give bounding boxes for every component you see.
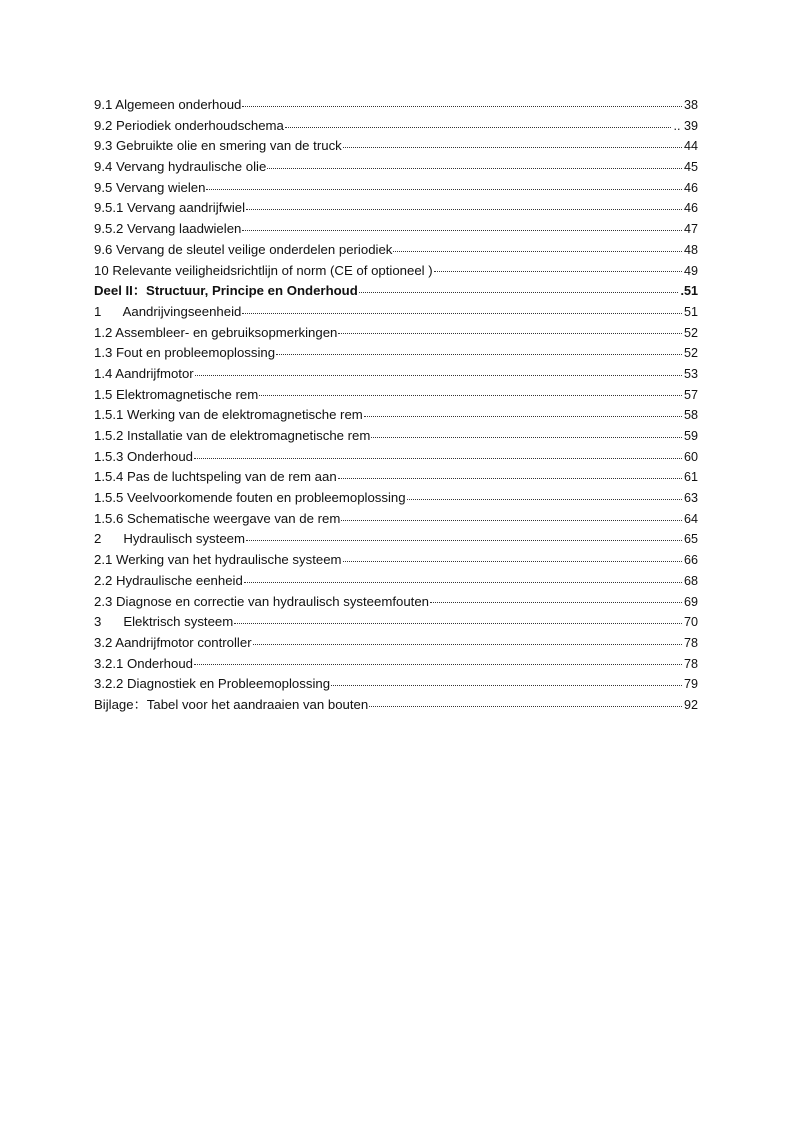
toc-entry-title: 1.5.1 Werking van de elektromagnetische rem xyxy=(94,407,363,423)
toc-entry[interactable] xyxy=(94,695,698,716)
toc-entry-title: 2.2 Hydraulische eenheid xyxy=(94,572,243,588)
dot-leader xyxy=(343,147,682,148)
toc-entry[interactable] xyxy=(94,550,698,571)
toc-entry-title: 1.2 Assembleer- en gebruiksopmerkingen xyxy=(94,324,338,340)
toc-entry-page: 78 xyxy=(683,635,698,650)
toc-entry-title: 3.2.2 Diagnostiek en Probleemoplossing xyxy=(94,676,331,692)
toc-entry-title: 9.1 Algemeen onderhoud xyxy=(94,97,242,112)
toc-entry-page: 69 xyxy=(683,594,698,609)
toc-entry-title: Bijlage：Tabel voor het aandraaien van bouten xyxy=(94,696,369,712)
toc-entry-title: 9.5.1 Vervang aandrijfwiel xyxy=(94,200,246,216)
toc-entry-page: 64 xyxy=(683,511,698,526)
toc-entry-title: 10 Relevante veiligheidsrichtlijn of norm (CE of optioneel ) xyxy=(94,262,433,278)
toc-entry-title: 1.5.3 Onderhoud xyxy=(94,448,193,464)
toc-entry[interactable] xyxy=(94,261,698,282)
toc-entry[interactable] xyxy=(94,323,698,344)
toc-entry-title: 9.2 Periodiek onderhoudschema xyxy=(94,117,284,133)
toc-entry-page: 78 xyxy=(683,656,698,671)
dot-leader xyxy=(407,499,682,500)
dot-leader xyxy=(234,623,682,624)
toc-entry-page: 38 xyxy=(683,98,698,112)
toc-entry-title: 3.2.1 Onderhoud xyxy=(94,655,193,671)
toc-entry-title: 1.3 Fout en probleemoplossing xyxy=(94,345,276,361)
toc-entry[interactable] xyxy=(94,488,698,509)
dot-leader xyxy=(194,458,682,459)
toc-entry[interactable] xyxy=(94,364,698,385)
toc-entry-title: 1.5 Elektromagnetische rem xyxy=(94,386,259,402)
dot-leader xyxy=(242,230,682,231)
toc-entry-page: 60 xyxy=(683,449,698,464)
toc-entry[interactable] xyxy=(94,529,698,550)
toc-entry-page: 48 xyxy=(683,242,698,257)
toc-part-heading[interactable] xyxy=(94,281,698,302)
toc-entry-page: 52 xyxy=(683,325,698,340)
dot-leader xyxy=(246,209,682,210)
dot-leader xyxy=(194,664,682,665)
dot-leader xyxy=(343,561,682,562)
toc-entry[interactable] xyxy=(94,674,698,695)
toc-entry-title: 2.3 Diagnose en correctie van hydraulisch systeemfouten xyxy=(94,593,429,609)
toc-entry-page: 70 xyxy=(683,615,698,630)
dot-leader xyxy=(359,292,679,293)
dot-leader xyxy=(276,354,682,355)
toc-entry-page: 68 xyxy=(683,573,698,588)
toc-entry[interactable] xyxy=(94,654,698,675)
dot-leader xyxy=(246,540,682,541)
toc-entry-page: 53 xyxy=(683,366,698,381)
toc-entry-title: 1.5.6 Schematische weergave van de rem xyxy=(94,510,341,526)
toc-entry[interactable] xyxy=(94,447,698,468)
toc-entry-title: 1.5.5 Veelvoorkomende fouten en probleemoplossing xyxy=(94,490,406,506)
toc-entry[interactable] xyxy=(94,116,698,137)
table-of-contents xyxy=(94,95,698,716)
dot-leader xyxy=(341,520,682,521)
toc-entry[interactable] xyxy=(94,405,698,426)
toc-entry[interactable] xyxy=(94,467,698,488)
toc-entry-page: 92 xyxy=(683,697,698,712)
toc-entry-page: 46 xyxy=(683,180,698,195)
toc-entry-page: 44 xyxy=(683,139,698,154)
toc-entry[interactable] xyxy=(94,157,698,178)
toc-entry-title: 3.2 Aandrijfmotor controller xyxy=(94,634,252,650)
dot-leader xyxy=(244,582,682,583)
toc-entry[interactable] xyxy=(94,302,698,323)
toc-entry-page: 66 xyxy=(683,553,698,568)
toc-entry-page: 52 xyxy=(683,346,698,361)
dot-leader xyxy=(285,127,672,128)
dot-leader xyxy=(242,313,682,314)
toc-entry-title: 2 Hydraulisch systeem xyxy=(94,531,245,547)
toc-entry[interactable] xyxy=(94,198,698,219)
toc-entry-page: 57 xyxy=(683,387,698,402)
toc-entry-title: 2.1 Werking van het hydraulische systeem xyxy=(94,552,342,568)
dot-leader xyxy=(242,106,682,107)
toc-entry[interactable] xyxy=(94,612,698,633)
toc-entry-title: 9.3 Gebruikte olie en smering van de truck xyxy=(94,138,342,154)
toc-entry-page: 65 xyxy=(683,532,698,547)
dot-leader xyxy=(430,602,682,603)
toc-entry-title: 9.4 Vervang hydraulische olie xyxy=(94,159,267,175)
toc-entry[interactable] xyxy=(94,426,698,447)
toc-entry-page: 46 xyxy=(683,201,698,216)
toc-entry[interactable] xyxy=(94,95,698,116)
dot-leader xyxy=(434,271,682,272)
dot-leader xyxy=(331,685,682,686)
dot-leader xyxy=(267,168,682,169)
toc-entry[interactable] xyxy=(94,136,698,157)
dot-leader xyxy=(393,251,682,252)
toc-entry-page: 47 xyxy=(683,222,698,237)
toc-entry[interactable] xyxy=(94,385,698,406)
toc-entry-page: .. 39 xyxy=(673,118,698,133)
toc-entry-title: 9.6 Vervang de sleutel veilige onderdelen periodiek xyxy=(94,241,393,257)
toc-entry-title: 1.5.2 Installatie van de elektromagnetische rem xyxy=(94,428,371,443)
toc-entry-title: 1 Aandrijvingseenheid xyxy=(94,303,242,319)
toc-entry-title: 9.5.2 Vervang laadwielen xyxy=(94,221,242,237)
dot-leader xyxy=(338,478,682,479)
toc-entry[interactable] xyxy=(94,343,698,364)
toc-entry-page: 58 xyxy=(683,408,698,423)
toc-entry-page: 51 xyxy=(683,304,698,319)
dot-leader xyxy=(369,706,682,707)
dot-leader xyxy=(371,437,682,438)
toc-entry-page: 79 xyxy=(683,677,698,692)
toc-entry-title: 9.5 Vervang wielen xyxy=(94,179,206,195)
toc-entry[interactable] xyxy=(94,219,698,240)
dot-leader xyxy=(338,333,682,334)
dot-leader xyxy=(259,395,682,396)
toc-entry-title: 1.5.4 Pas de luchtspeling van de rem aan xyxy=(94,469,337,485)
toc-entry[interactable] xyxy=(94,509,698,530)
toc-entry-title: Deel II：Structuur, Principe en Onderhoud xyxy=(94,283,358,299)
toc-entry[interactable] xyxy=(94,571,698,592)
toc-entry-page: 61 xyxy=(683,470,698,485)
toc-entry-page: 63 xyxy=(683,491,698,506)
toc-entry-title: 3 Elektrisch systeem xyxy=(94,614,234,630)
toc-entry[interactable] xyxy=(94,633,698,654)
dot-leader xyxy=(206,189,682,190)
toc-entry[interactable] xyxy=(94,592,698,613)
dot-leader xyxy=(364,416,682,417)
toc-entry-page: 49 xyxy=(683,263,698,278)
toc-entry-page: .51 xyxy=(680,284,698,299)
toc-entry-title: 1.4 Aandrijfmotor xyxy=(94,365,194,381)
toc-entry-page: 59 xyxy=(683,429,698,443)
toc-entry-page: 45 xyxy=(683,160,698,175)
dot-leader xyxy=(253,644,682,645)
toc-entry[interactable] xyxy=(94,178,698,199)
toc-entry[interactable] xyxy=(94,240,698,261)
dot-leader xyxy=(195,375,682,376)
